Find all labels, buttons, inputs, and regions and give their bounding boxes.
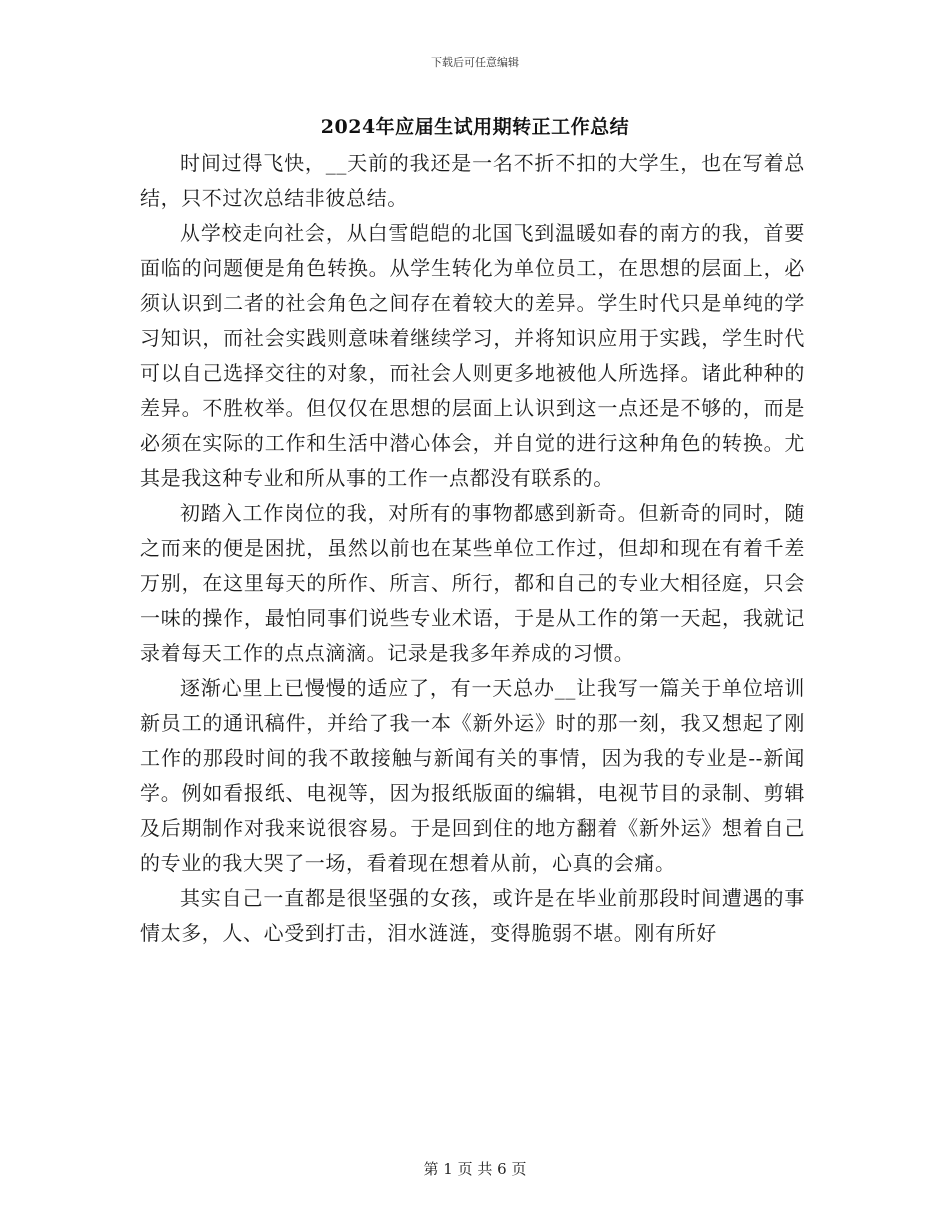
document-body [140, 146, 805, 951]
paragraph: 从学校走向社会，从白雪皑皑的北国飞到温暖如春的南方的我，首要面临的问题便是角色转换。从学生转化为单位员工，在思想的层面上，必须认识到二者的社会角色之间存在着较大的差异。学生时代只是单纯的学习知识，而社会实践则意味着继续学习，并将知识应用于实践，学生时代可以自己选择交往的对象，而社会人则更多地被他人所选择。诸此种种的差异。不胜枚举。但仅仅在思想的层面上认识到这一点还是不够的，而是必须在实际的工作和生活中潜心体会，并自觉的进行这种角色的转换。尤其是我这种专业和所从事的工作一点都没有联系的。 [140, 221, 805, 490]
page-footer: 第 1 页 共 6 页 [423, 1160, 527, 1178]
paragraph: 其实自己一直都是很坚强的女孩，或许是在毕业前那段时间遭遇的事情太多，人、心受到打击，泪水涟涟，变得脆弱不堪。刚有所好 [140, 886, 805, 945]
paragraph: 时间过得飞快，__天前的我还是一名不折不扣的大学生，也在写着总结，只不过次总结非彼总结。 [140, 151, 805, 210]
paragraph: 逐渐心里上已慢慢的适应了，有一天总办__让我写一篇关于单位培训新员工的通讯稿件，并给了我一本《新外运》时的那一刻，我又想起了刚工作的那段时间的我不敢接触与新闻有关的事情，因为我的专业是--新闻学。例如看报纸、电视等，因为报纸版面的编辑，电视节目的录制、剪辑及后期制作对我来说很容易。于是回到住的地方翻着《新外运》想着自己的专业的我大哭了一场，看着现在想着从前，心真的会痛。 [140, 676, 805, 875]
paragraph: 初踏入工作岗位的我，对所有的事物都感到新奇。但新奇的同时，随之而来的便是困扰，虽然以前也在某些单位工作过，但却和现在有着千差万别，在这里每天的所作、所言、所行，都和自己的专业大相径庭，只会一味的操作，最怕同事们说些专业术语，于是从工作的第一天起，我就记录着每天工作的点点滴滴。记录是我多年养成的习惯。 [140, 501, 805, 665]
page-header: 下载后可任意编辑 [431, 56, 519, 69]
document-title: 2024年应届生试用期转正工作总结 [320, 116, 630, 138]
